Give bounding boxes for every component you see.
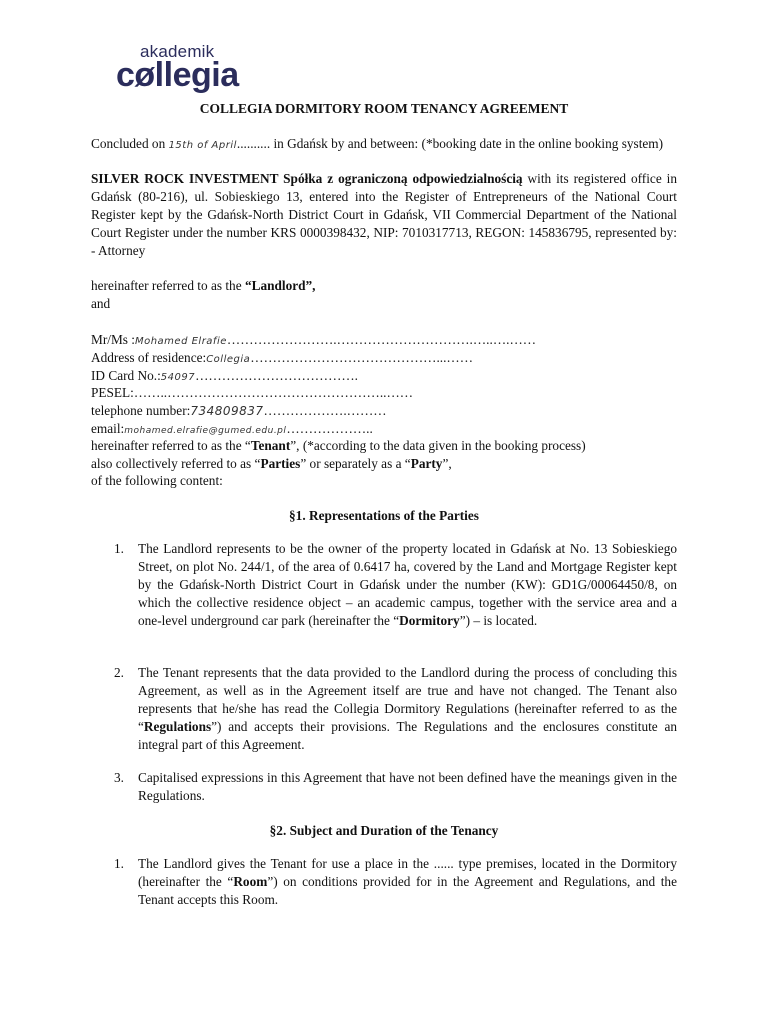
item-text-a: The Tenant represents that the data provided to the Landlord during the process of concluding this Agreement, as well as in the Agreement itself are true and have not changed. The Tenant also represents that he/she has read the Collegia Dormitory Regulations (hereinafter referred to as the “ bbox=[138, 665, 677, 734]
parties-text-a: also collectively referred to as “ bbox=[91, 456, 261, 471]
item-text bbox=[138, 664, 677, 754]
party-term: Party bbox=[410, 456, 443, 471]
concluded-suffix: .......... in Gdańsk by and between: (*booking date in the online booking system) bbox=[236, 136, 664, 151]
parties-term: Parties bbox=[260, 456, 301, 471]
section-2-heading: §2. Subject and Duration of the Tenancy bbox=[269, 823, 499, 838]
item-text-b: ”) and accepts their provisions. The Regulations and the enclosures constitute an integral part of this Agreement. bbox=[138, 719, 677, 752]
name-field bbox=[91, 331, 536, 351]
handwritten-name: Mohamed Elrafie bbox=[134, 336, 227, 347]
pesel-label: PESEL: bbox=[91, 385, 134, 400]
item-text-a: Capitalised expressions in this Agreement that have not been defined have the meanings given in the Regulations. bbox=[138, 770, 677, 803]
item-text bbox=[138, 540, 677, 630]
item-text-a: The Landlord gives the Tenant for use a place in the ...... type premises, located in the Dormitory (hereinafter the “ bbox=[138, 856, 677, 889]
item-text-b: ”) – is located. bbox=[459, 613, 538, 628]
section-2-item-1 bbox=[114, 855, 677, 909]
concluded-line bbox=[91, 135, 663, 155]
pesel-dots: ……..…………………………………………..…… bbox=[133, 385, 414, 400]
section-1-item-2 bbox=[114, 664, 677, 754]
landlord-company-paragraph bbox=[91, 170, 677, 260]
id-card-label: ID Card No.: bbox=[91, 368, 161, 383]
following-content-line: of the following content: bbox=[91, 473, 223, 488]
telephone-field bbox=[91, 402, 387, 420]
address-field bbox=[91, 349, 473, 369]
item-text bbox=[138, 855, 677, 909]
landlord-reference-line bbox=[91, 277, 316, 295]
landlord-term: “Landlord”, bbox=[244, 278, 316, 293]
room-term: Room bbox=[233, 874, 268, 889]
item-text-b: ”) on conditions provided for in the Agreement and Regulations, and the Tenant accepts this Room. bbox=[138, 874, 677, 907]
tenant-reference-line bbox=[91, 437, 586, 455]
pesel-field bbox=[91, 384, 413, 402]
email-dots: ……………….. bbox=[286, 421, 373, 436]
telephone-label: telephone number: bbox=[91, 403, 191, 418]
tenant-line-text: hereinafter referred to as the “ bbox=[91, 438, 251, 453]
company-details: with its registered office in Gdańsk (80-216), ul. Sobieskiego 13, entered into the Register of Entrepreneurs of the National Court Register kept by the Gdańsk-North District Court in Gdańsk, VII Commercial Department of the National Court Register under the number KRS 0000398432, NIP: 7010317713, REGON: 145836795, represented by: - Attorney bbox=[91, 171, 677, 258]
logo-collegia-text: cøllegia bbox=[116, 56, 239, 94]
item-number: 1. bbox=[114, 856, 124, 871]
tenant-term: Tenant bbox=[250, 438, 291, 453]
section-1-item-1 bbox=[114, 540, 677, 648]
email-label: email: bbox=[91, 421, 125, 436]
parties-text-b: ” or separately as a “ bbox=[300, 456, 411, 471]
name-label: Mr/Ms : bbox=[91, 332, 135, 347]
dormitory-term: Dormitory bbox=[399, 613, 460, 628]
id-card-dots: ………………………………. bbox=[195, 368, 358, 383]
section-1-item-3 bbox=[114, 769, 677, 805]
handwritten-email: mohamed.elrafie@gumed.edu.pl bbox=[124, 426, 287, 436]
and-line: and bbox=[91, 296, 111, 311]
logo-akademik-text: akademik bbox=[140, 42, 215, 61]
item-number: 3. bbox=[114, 770, 124, 785]
telephone-dots: ……………….……… bbox=[263, 403, 387, 418]
collegia-logo bbox=[116, 42, 256, 98]
item-number: 2. bbox=[114, 665, 124, 680]
item-number: 1. bbox=[114, 541, 124, 556]
handwritten-id-card: 54097 bbox=[160, 372, 196, 383]
landlord-prefix: hereinafter referred to as the bbox=[91, 278, 245, 293]
handwritten-address: Collegia bbox=[206, 354, 251, 365]
item-text bbox=[138, 769, 677, 805]
address-dots: ……………………………………...…… bbox=[250, 350, 474, 365]
handwritten-date: 15th of April bbox=[168, 140, 237, 151]
parties-reference-line bbox=[91, 455, 452, 473]
handwritten-telephone: 734809837 bbox=[190, 404, 264, 418]
company-name: SILVER ROCK INVESTMENT Spółka z ograniczoną odpowiedzialnością bbox=[91, 171, 523, 186]
address-label: Address of residence: bbox=[91, 350, 207, 365]
item-text-a: The Landlord represents to be the owner of the property located in Gdańsk at No. 13 Sobieskiego Street, on plot No. 244/1, of the area of 0.6417 ha, covered by the Land and Mortgage Register kept by the Gdańsk-North District Court in Gdańsk under the number (KW): GD1G/00064450/8, on which the collective residence object – an academic campus, together with the service area and a one-level underground car park (hereinafter the “ bbox=[138, 541, 677, 628]
tenant-line-note: ”, (*according to the data given in the booking process) bbox=[290, 438, 586, 453]
document-title: COLLEGIA DORMITORY ROOM TENANCY AGREEMENT bbox=[199, 101, 569, 116]
name-dots: …………………….………………………….…..….…… bbox=[226, 332, 537, 347]
section-1-heading: §1. Representations of the Parties bbox=[289, 508, 479, 523]
parties-text-c: ”, bbox=[442, 456, 452, 471]
concluded-prefix: Concluded on bbox=[91, 136, 169, 151]
regulations-term: Regulations bbox=[143, 719, 212, 734]
